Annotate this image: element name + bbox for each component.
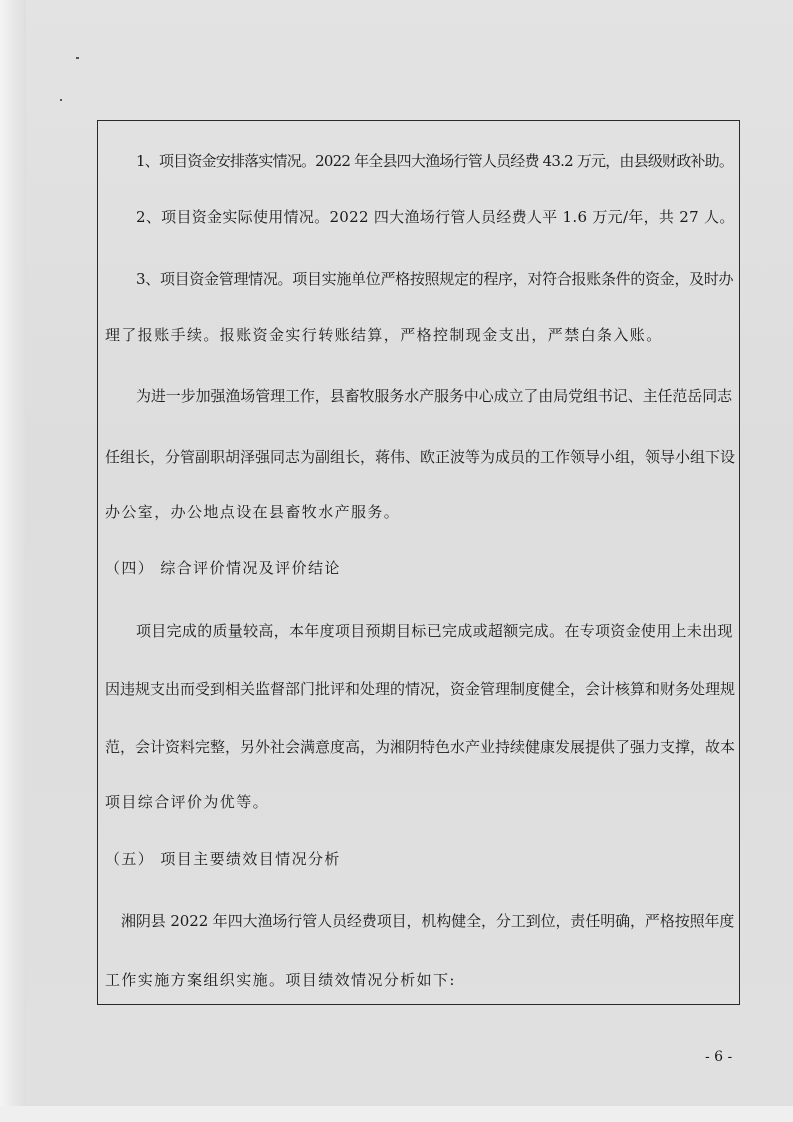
paragraph-line: 湘阴县 2022 年四大渔场行管人员经费项目，机构健全，分工到位，责任明确，严格按照年度 (121, 912, 735, 930)
paragraph-line: 1、项目资金安排落实情况。2022 年全县四大渔场行管人员经费 43.2 万元，由县级财政补助。 (136, 152, 734, 170)
paragraph-line: 项目完成的质量较高，本年度项目预期目标已完成或超额完成。在专项资金使用上未出现 (136, 622, 733, 640)
paragraph-line: 为进一步加强渔场管理工作，县畜牧服务水产服务中心成立了由局党组书记、主任范岳同志 (136, 387, 733, 405)
scan-speck (60, 99, 62, 101)
section-heading: （四） 综合评价情况及评价结论 (105, 559, 341, 577)
scan-margin-bottom (0, 1106, 793, 1122)
paragraph-line: 工作实施方案组织实施。项目绩效情况分析如下: (105, 971, 456, 989)
paragraph-line: 任组长，分管副职胡泽强同志为副组长，蒋伟、欧正波等为成员的工作领导小组，领导小组下设 (105, 448, 736, 466)
scan-speck (76, 57, 79, 59)
paragraph-line: 项目综合评价为优等。 (105, 793, 270, 811)
section-heading: （五） 项目主要绩效目情况分析 (105, 850, 341, 868)
content-frame (97, 120, 740, 1005)
paragraph-line: 办公室，办公地点设在县畜牧水产服务。 (105, 503, 401, 521)
paragraph-line: 3、项目资金管理情况。项目实施单位严格按照规定的程序，对符合报账条件的资金，及时办 (136, 270, 734, 288)
paragraph-line: 因违规支出而受到相关监督部门批评和处理的情况，资金管理制度健全，会计核算和财务处理规 (105, 680, 736, 698)
scan-margin-left (0, 0, 26, 1122)
paragraph-line: 范，会计资料完整，另外社会满意度高，为湘阴特色水产业持续健康发展提供了强力支撑，故本 (105, 738, 736, 756)
paragraph-line: 理了报账手续。报账资金实行转账结算，严格控制现金支出，严禁白条入账。 (105, 326, 663, 344)
paragraph-line: 2、项目资金实际使用情况。2022 四大渔场行管人员经费人平 1.6 万元/年，共 27 人。 (136, 208, 735, 226)
page-number: - 6 - (705, 1049, 733, 1065)
